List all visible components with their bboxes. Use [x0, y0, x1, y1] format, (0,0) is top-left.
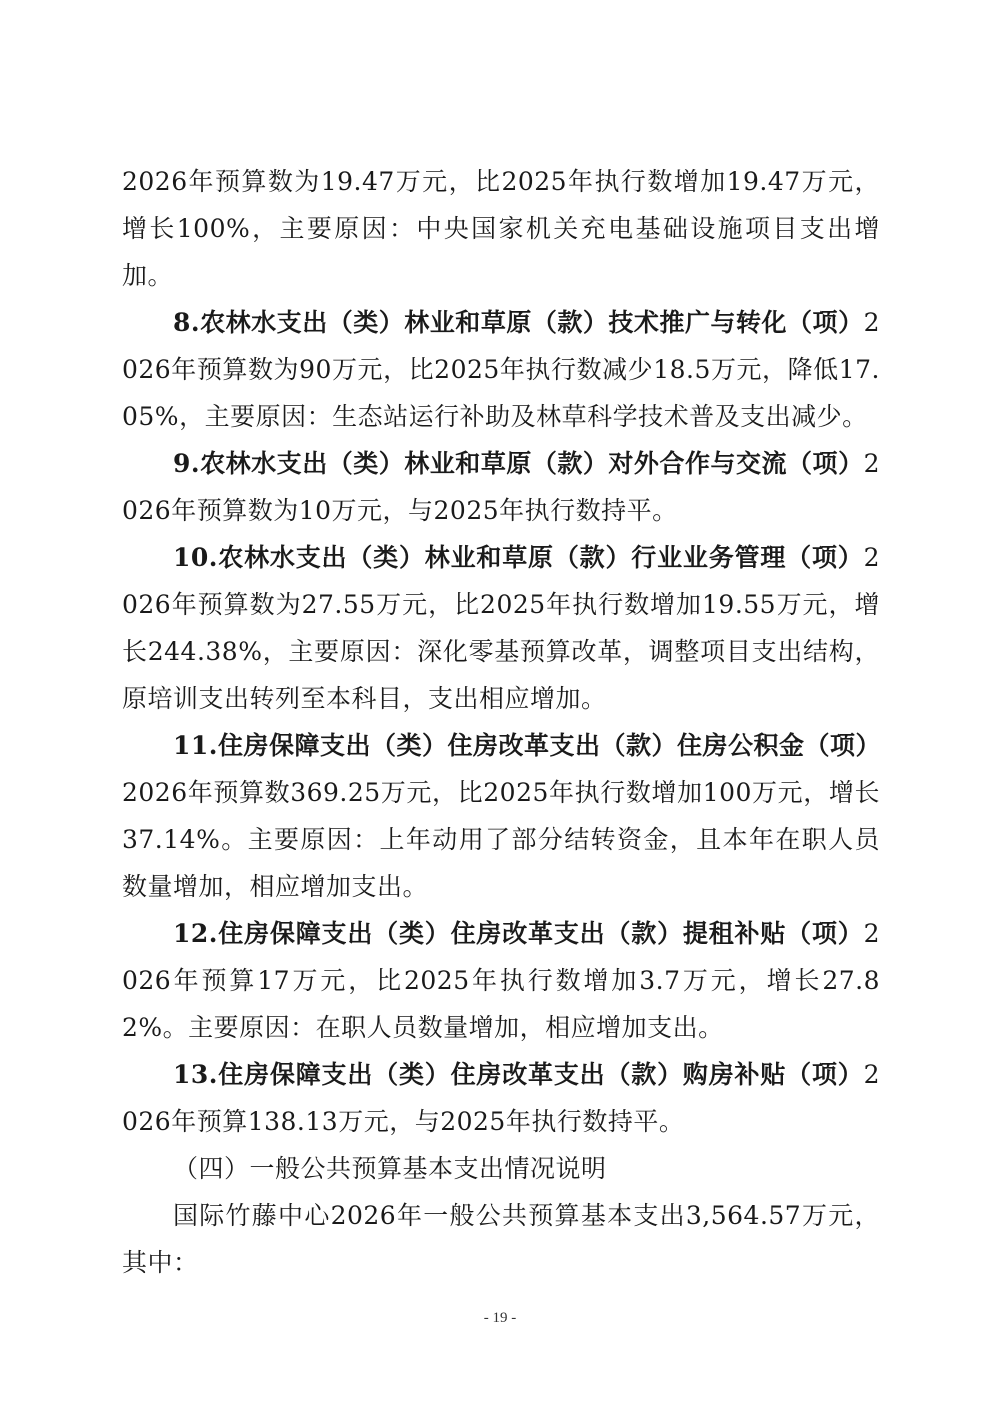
- section-heading-text: （四）一般公共预算基本支出情况说明: [173, 1154, 607, 1183]
- paragraph-item-13: [122, 1051, 880, 1145]
- item-heading: 8.农林水支出（类）林业和草原（款）技术推广与转化（项）: [173, 308, 864, 337]
- paragraph-text: 国际竹藤中心2026年一般公共预算基本支出3,564.57万元，其中：: [122, 1201, 880, 1277]
- paragraph-item-10: [122, 534, 880, 722]
- paragraph-charging-infrastructure: [122, 158, 880, 299]
- page-number: - 19 -: [483, 1310, 517, 1326]
- item-heading: 9.农林水支出（类）林业和草原（款）对外合作与交流（项）: [173, 449, 864, 478]
- paragraph-text: 2026年预算数为19.47万元，比2025年执行数增加19.47万元，增长100%，主要原因：中央国家机关充电基础设施项目支出增加。: [122, 167, 880, 290]
- paragraph-text: 2026年预算138.13万元，与2025年执行数持平。: [122, 1060, 880, 1136]
- item-heading: 12.住房保障支出（类）住房改革支出（款）提租补贴（项）: [173, 919, 864, 948]
- paragraph-basic-expenditure-intro: [122, 1192, 880, 1286]
- paragraph-text: 2026年预算数为90万元，比2025年执行数减少18.5万元，降低17.05%，主要原因：生态站运行补助及林草科学技术普及支出减少。: [122, 308, 880, 431]
- item-heading: 10.农林水支出（类）林业和草原（款）行业业务管理（项）: [173, 543, 864, 572]
- document-body: [122, 158, 880, 1286]
- paragraph-item-12: [122, 910, 880, 1051]
- paragraph-item-8: [122, 299, 880, 440]
- paragraph-text: 2026年预算数369.25万元，比2025年执行数增加100万元，增长37.14%。主要原因：上年动用了部分结转资金，且本年在职人员数量增加，相应增加支出。: [122, 778, 880, 901]
- paragraph-item-9: [122, 440, 880, 534]
- paragraph-item-11: [122, 722, 880, 910]
- paragraph-text: 2026年预算17万元，比2025年执行数增加3.7万元，增长27.82%。主要原因：在职人员数量增加，相应增加支出。: [122, 919, 880, 1042]
- section-heading-basic-expenditure: [122, 1145, 880, 1192]
- paragraph-text: 2026年预算数为10万元，与2025年执行数持平。: [122, 449, 880, 525]
- item-heading: 11.住房保障支出（类）住房改革支出（款）住房公积金（项）: [173, 731, 881, 760]
- item-heading: 13.住房保障支出（类）住房改革支出（款）购房补贴（项）: [173, 1060, 864, 1089]
- paragraph-text: 2026年预算数为27.55万元，比2025年执行数增加19.55万元，增长244.38%，主要原因：深化零基预算改革，调整项目支出结构，原培训支出转列至本科目，支出相应增加。: [122, 543, 880, 713]
